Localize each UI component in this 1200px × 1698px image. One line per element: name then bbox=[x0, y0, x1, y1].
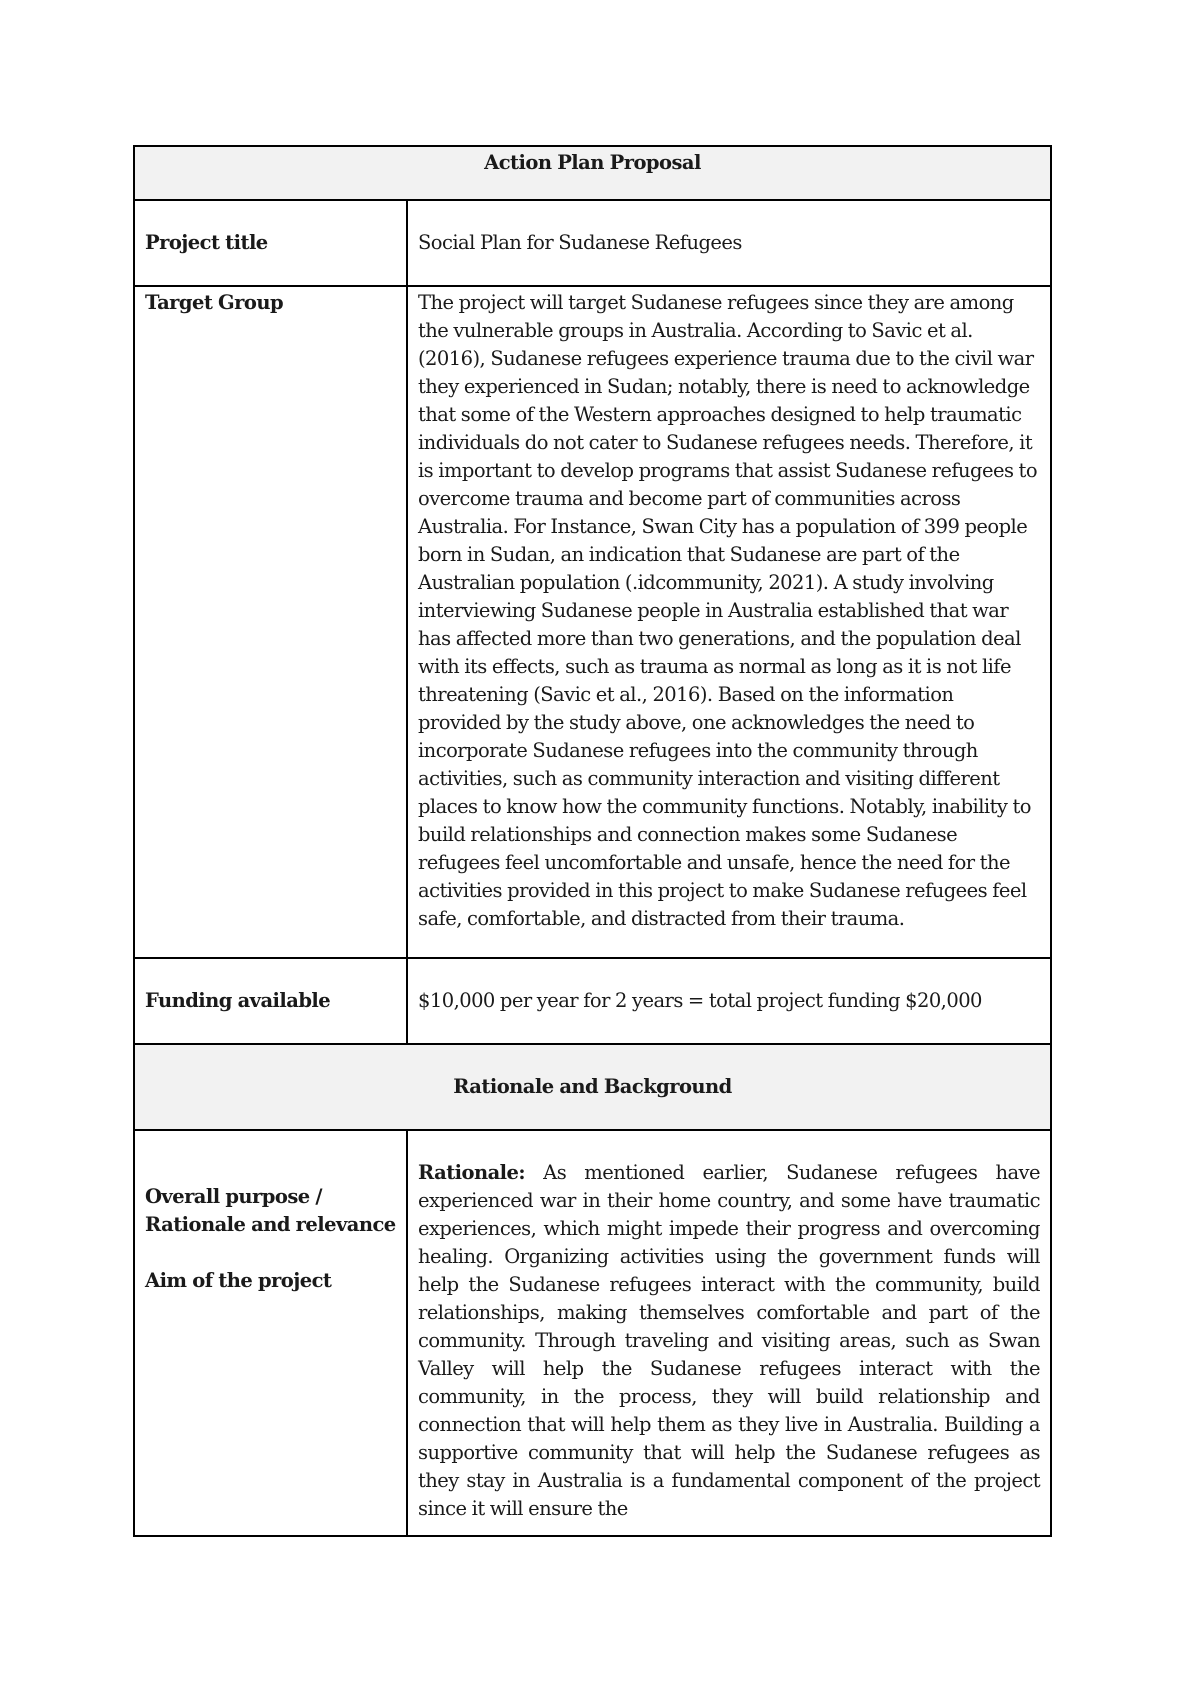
action-plan-table bbox=[133, 145, 1052, 1537]
project-title-value-cell bbox=[407, 200, 1051, 286]
target-group-value-cell bbox=[407, 286, 1051, 958]
rationale-body: As mentioned earlier, Sudanese refugees have experienced war in their home country, and some have traumatic experiences, which might impede their progress and overcoming healing. Organizing activities using the government funds will help the Sudanese refugees interact with the community, build relationships, making themselves comfortable and part of the community. Through traveling and visiting areas, such as Swan Valley will help the Sudanese refugees interact with the community, in the process, they will build relationship and connection that will help them as they live in Australia. Building a supportive community that will help the Sudanese refugees as they stay in Australia is a fundamental component of the project since it will ensure the bbox=[418, 1161, 1040, 1520]
target-group-label-cell bbox=[134, 286, 407, 958]
rationale-background-title: Rationale and Background bbox=[453, 1075, 732, 1098]
rationale-lead: Rationale: bbox=[418, 1161, 526, 1184]
purpose-labels bbox=[145, 1157, 396, 1295]
rationale-header-cell bbox=[134, 1044, 1051, 1130]
project-title-label-cell bbox=[134, 200, 407, 286]
purpose-row bbox=[134, 1130, 1051, 1536]
funding-label-cell bbox=[134, 958, 407, 1044]
rationale-header-row bbox=[134, 1044, 1051, 1130]
funding-row bbox=[134, 958, 1051, 1044]
project-title-value: Social Plan for Sudanese Refugees bbox=[418, 231, 742, 254]
purpose-value-cell bbox=[407, 1130, 1051, 1536]
funding-value: $10,000 per year for 2 years = total project funding $20,000 bbox=[418, 989, 982, 1012]
action-plan-title: Action Plan Proposal bbox=[484, 151, 701, 174]
purpose-label-cell bbox=[134, 1130, 407, 1536]
action-plan-header-row bbox=[134, 146, 1051, 200]
purpose-label-line1: Overall purpose / bbox=[145, 1185, 322, 1208]
action-plan-header-cell bbox=[134, 146, 1051, 200]
target-group-text: The project will target Sudanese refugees since they are among the vulnerable groups in Australia. According to Savic et al. (2016), Sudanese refugees experience trauma due to the civil war they experienced in Sudan; notably, there is need to acknowledge that some of the Western approaches designed to help traumatic individuals do not cater to Sudanese refugees needs. Therefore, it is important to develop programs that assist Sudanese refugees to overcome trauma and become part of communities across Australia. For Instance, Swan City has a population of 399 people born in Sudan, an indication that Sudanese are part of the Australian population (.idcommunity, 2021). A study involving interviewing Sudanese people in Australia established that war has affected more than two generations, and the population deal with its effects, such as trauma as normal as long as it is not life threatening (Savic et al., 2016). Based on the information provided by the study above, one acknowledges the need to incorporate Sudanese refugees into the community through activities, such as community interaction and visiting different places to know how the community functions. Notably, inability to build relationships and connection makes some Sudanese refugees feel uncomfortable and unsafe, hence the need for the activities provided in this project to make Sudanese refugees feel safe, comfortable, and distracted from their trauma. bbox=[418, 291, 1038, 930]
aim-label: Aim of the project bbox=[145, 1269, 332, 1292]
target-group-label: Target Group bbox=[145, 291, 284, 314]
funding-label: Funding available bbox=[145, 989, 331, 1012]
funding-value-cell bbox=[407, 958, 1051, 1044]
target-group-row bbox=[134, 286, 1051, 958]
rationale-paragraph bbox=[418, 1159, 1040, 1523]
project-title-row bbox=[134, 200, 1051, 286]
project-title-label: Project title bbox=[145, 231, 268, 254]
purpose-label-line2: Rationale and relevance bbox=[145, 1213, 396, 1236]
